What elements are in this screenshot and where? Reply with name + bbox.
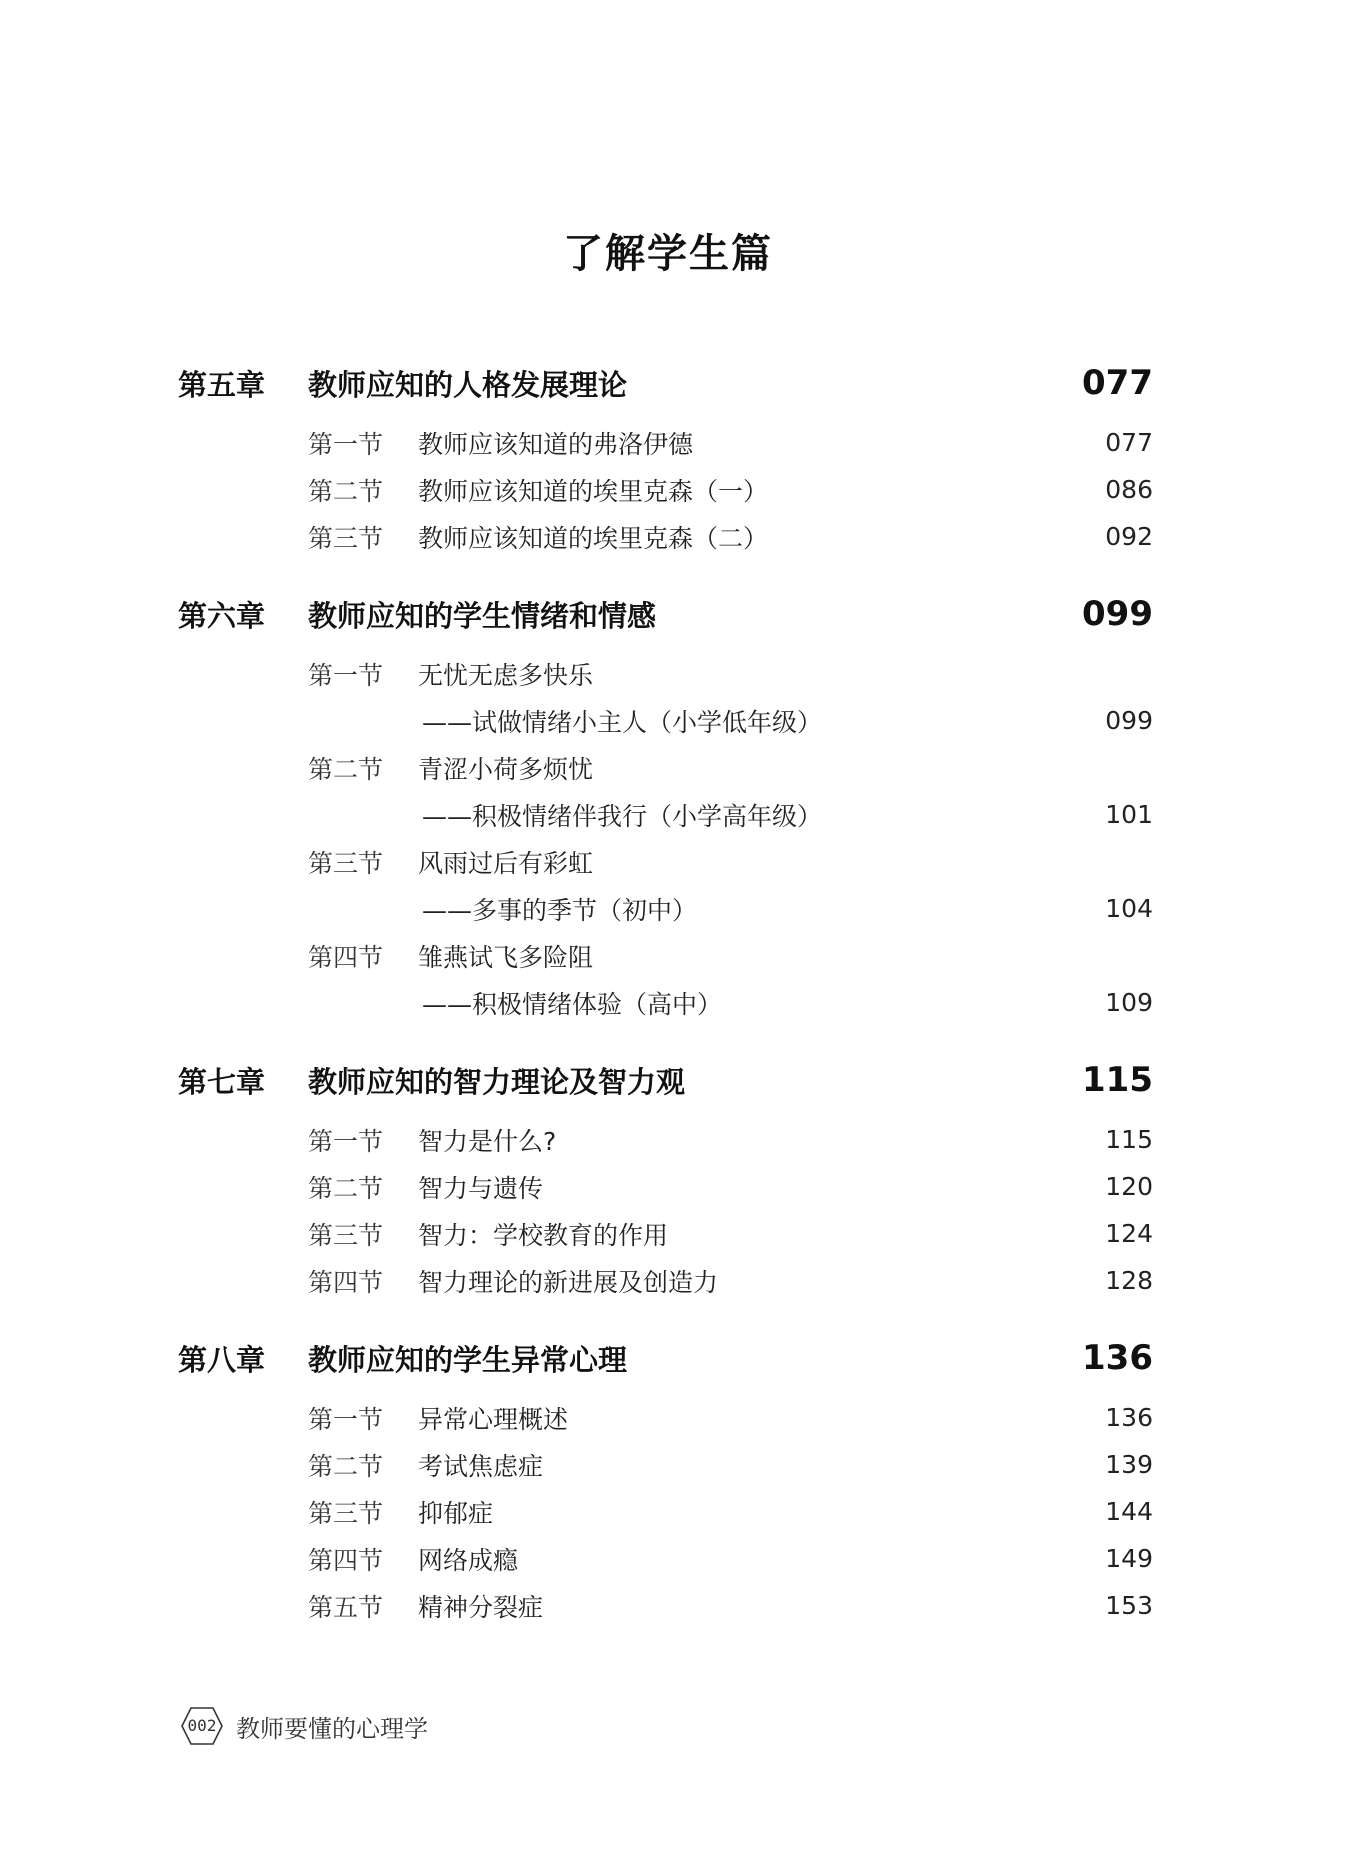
section-subtitle: ——多事的季节（初中） xyxy=(422,895,698,925)
section-row[interactable] xyxy=(308,1163,1153,1210)
section-row[interactable] xyxy=(308,1394,1153,1441)
chapter-page: 077 xyxy=(1082,363,1153,403)
chapter-heading[interactable] xyxy=(178,586,1153,642)
section-list xyxy=(178,1394,1153,1629)
section-number: 第二节 xyxy=(308,1173,384,1203)
section-row[interactable] xyxy=(308,1488,1153,1535)
table-of-contents xyxy=(178,355,1153,1655)
section-number: 第二节 xyxy=(308,1451,384,1481)
section-row[interactable] xyxy=(308,650,1153,697)
section-number: 第四节 xyxy=(308,1545,384,1575)
section-subtitle: ——积极情绪伴我行（小学高年级） xyxy=(422,801,823,831)
section-title: 异常心理概述 xyxy=(418,1404,569,1434)
section-page: 120 xyxy=(1105,1172,1153,1201)
section-title: 教师应该知道的埃里克森（一） xyxy=(418,476,769,506)
chapter-heading[interactable] xyxy=(178,1052,1153,1108)
section-list xyxy=(178,650,1153,1026)
chapter-7 xyxy=(178,1052,1153,1304)
section-number: 第二节 xyxy=(308,754,384,784)
section-subtitle-row[interactable] xyxy=(308,885,1153,932)
section-page: 115 xyxy=(1105,1125,1153,1154)
section-number: 第四节 xyxy=(308,942,384,972)
section-row[interactable] xyxy=(308,932,1153,979)
section-page: 092 xyxy=(1105,522,1153,551)
chapter-page: 136 xyxy=(1082,1338,1153,1378)
chapter-5 xyxy=(178,355,1153,560)
section-page: 124 xyxy=(1105,1219,1153,1248)
section-number: 第三节 xyxy=(308,848,384,878)
section-title: 抑郁症 xyxy=(418,1498,494,1528)
section-title: 风雨过后有彩虹 xyxy=(418,848,594,878)
part-title: 了解学生篇 xyxy=(563,231,773,277)
chapter-8 xyxy=(178,1330,1153,1629)
page-footer xyxy=(180,1706,428,1746)
section-subtitle-row[interactable] xyxy=(308,791,1153,838)
section-title: 雏燕试飞多险阻 xyxy=(418,942,594,972)
chapter-number: 第六章 xyxy=(178,598,266,633)
chapter-number: 第七章 xyxy=(178,1064,266,1099)
section-page: 128 xyxy=(1105,1266,1153,1295)
section-title: 网络成瘾 xyxy=(418,1545,519,1575)
section-page: 109 xyxy=(1105,988,1153,1017)
section-number: 第三节 xyxy=(308,1220,384,1250)
section-number: 第一节 xyxy=(308,1126,384,1156)
section-subtitle: ——试做情绪小主人（小学低年级） xyxy=(422,707,823,737)
section-row[interactable] xyxy=(308,1535,1153,1582)
section-row[interactable] xyxy=(308,466,1153,513)
section-number: 第二节 xyxy=(308,476,384,506)
chapter-heading[interactable] xyxy=(178,1330,1153,1386)
section-title: 教师应该知道的弗洛伊德 xyxy=(418,429,694,459)
chapter-page: 099 xyxy=(1082,594,1153,634)
section-number: 第三节 xyxy=(308,1498,384,1528)
section-row[interactable] xyxy=(308,1116,1153,1163)
chapter-title: 教师应知的学生情绪和情感 xyxy=(308,598,657,633)
section-title: 考试焦虑症 xyxy=(418,1451,544,1481)
section-page: 101 xyxy=(1105,800,1153,829)
section-title: 智力：学校教育的作用 xyxy=(418,1220,669,1250)
chapter-number: 第八章 xyxy=(178,1342,266,1377)
section-title: 智力是什么? xyxy=(418,1126,557,1156)
section-row[interactable] xyxy=(308,1257,1153,1304)
chapter-number: 第五章 xyxy=(178,367,266,402)
section-list xyxy=(178,419,1153,560)
section-page: 099 xyxy=(1105,706,1153,735)
section-title: 智力理论的新进展及创造力 xyxy=(418,1267,719,1297)
chapter-page: 115 xyxy=(1082,1060,1153,1100)
section-number: 第四节 xyxy=(308,1267,384,1297)
chapter-heading[interactable] xyxy=(178,355,1153,411)
section-row[interactable] xyxy=(308,744,1153,791)
section-page: 104 xyxy=(1105,894,1153,923)
chapter-6 xyxy=(178,586,1153,1026)
section-title: 无忧无虑多快乐 xyxy=(418,660,594,690)
section-subtitle-row[interactable] xyxy=(308,979,1153,1026)
section-row[interactable] xyxy=(308,419,1153,466)
chapter-title: 教师应知的学生异常心理 xyxy=(308,1342,628,1377)
section-number: 第一节 xyxy=(308,429,384,459)
section-page: 077 xyxy=(1105,428,1153,457)
section-title: 智力与遗传 xyxy=(418,1173,544,1203)
section-page: 153 xyxy=(1105,1591,1153,1620)
section-page: 136 xyxy=(1105,1403,1153,1432)
page-number: 002 xyxy=(187,1716,217,1735)
section-number: 第三节 xyxy=(308,523,384,553)
section-page: 149 xyxy=(1105,1544,1153,1573)
section-row[interactable] xyxy=(308,513,1153,560)
section-page: 144 xyxy=(1105,1497,1153,1526)
section-subtitle-row[interactable] xyxy=(308,697,1153,744)
section-subtitle: ——积极情绪体验（高中） xyxy=(422,989,723,1019)
section-page: 086 xyxy=(1105,475,1153,504)
section-number: 第一节 xyxy=(308,660,384,690)
section-title: 青涩小荷多烦忧 xyxy=(418,754,594,784)
page-number-badge xyxy=(180,1706,224,1746)
section-number: 第一节 xyxy=(308,1404,384,1434)
section-row[interactable] xyxy=(308,838,1153,885)
section-row[interactable] xyxy=(308,1582,1153,1629)
section-row[interactable] xyxy=(308,1441,1153,1488)
section-number: 第五节 xyxy=(308,1592,384,1622)
section-row[interactable] xyxy=(308,1210,1153,1257)
section-list xyxy=(178,1116,1153,1304)
book-title: 教师要懂的心理学 xyxy=(236,1714,428,1743)
chapter-title: 教师应知的人格发展理论 xyxy=(308,367,628,402)
section-page: 139 xyxy=(1105,1450,1153,1479)
section-title: 精神分裂症 xyxy=(418,1592,544,1622)
section-title: 教师应该知道的埃里克森（二） xyxy=(418,523,769,553)
chapter-title: 教师应知的智力理论及智力观 xyxy=(308,1064,686,1099)
